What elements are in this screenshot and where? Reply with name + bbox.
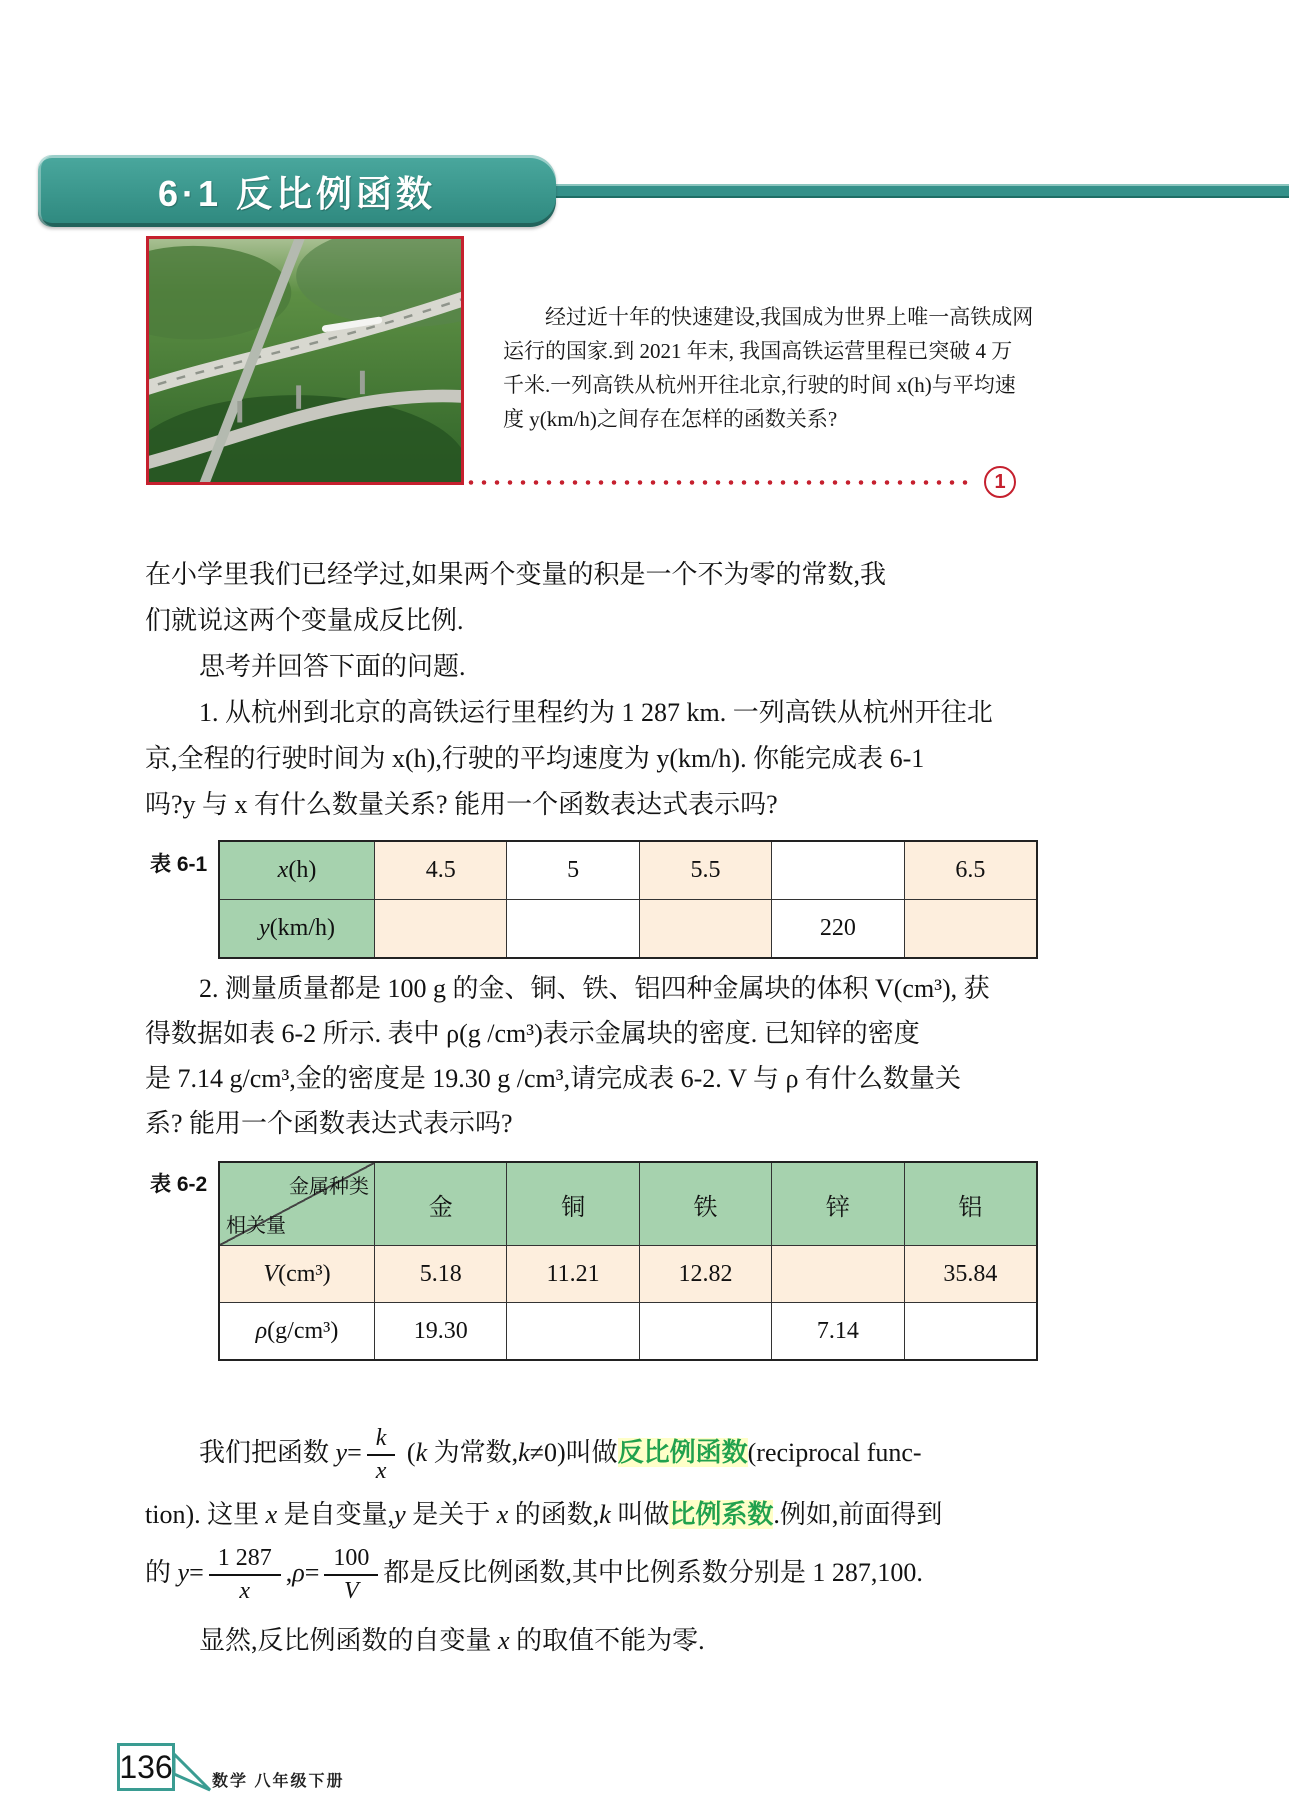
table-cell: 12.82	[640, 1246, 772, 1302]
row-header-y: y(km/h)	[220, 900, 375, 957]
body-line: 1. 从杭州到北京的高铁运行里程约为 1 287 km. 一列高铁从杭州开往北	[199, 698, 993, 727]
table-cell	[507, 1303, 639, 1359]
table-cell	[375, 900, 507, 957]
table-header-row	[220, 1163, 1036, 1245]
row-header-x: x(h)	[220, 842, 375, 899]
table-row	[220, 1302, 1036, 1359]
column-header: 锌	[772, 1163, 904, 1245]
dotted-leader	[468, 479, 973, 486]
section-banner	[38, 155, 556, 227]
table1-label: 表 6-1	[150, 853, 208, 876]
fraction-1287-over-x: $\frac{1 287}{x}$	[209, 1544, 281, 1606]
table-cell: 220	[772, 900, 904, 957]
table-cell: 5	[507, 842, 639, 899]
closing-line: 显然,反比例函数的自变量 x 的取值不能为零.	[199, 1626, 705, 1655]
table-cell	[905, 1303, 1036, 1359]
table-cell: 35.84	[905, 1246, 1036, 1302]
table-cell	[772, 1246, 904, 1302]
intro-line: 经过近十年的快速建设,我国成为世界上唯一高铁成网	[545, 305, 1034, 329]
table-6-2	[218, 1161, 1038, 1361]
corner-top-label: 金属种类	[289, 1176, 369, 1198]
term-proportionality-coefficient: 比例系数	[669, 1500, 774, 1529]
intro-line: 度 y(km/h)之间存在怎样的函数关系?	[503, 407, 838, 431]
column-header: 金	[375, 1163, 507, 1245]
column-header: 铁	[640, 1163, 772, 1245]
table-cell: 4.5	[375, 842, 507, 899]
callout-number-badge	[984, 466, 1016, 498]
body-line: 系? 能用一个函数表达式表示吗?	[145, 1109, 513, 1138]
row-header-rho: ρ(g/cm³)	[220, 1303, 375, 1359]
table-cell	[772, 842, 904, 899]
callout-number: 1	[994, 470, 1006, 493]
definition-line-1: 我们把函数 y= $\frac{k}{x}$ (k 为常数,k≠0)叫做反比例函数(reciprocal func-	[199, 1425, 922, 1484]
body-line: 得数据如表 6-2 所示. 表中 ρ(g /cm³)表示金属块的密度. 已知锌的密度	[145, 1019, 920, 1048]
row-header-V: V(cm³)	[220, 1246, 375, 1302]
book-title: 数学 八年级下册	[212, 1773, 345, 1790]
footer-flag-icon	[172, 1752, 214, 1799]
corner-bottom-label: 相关量	[226, 1215, 286, 1237]
body-line: 们就说这两个变量成反比例.	[145, 606, 464, 635]
body-text-block-1	[145, 552, 1050, 828]
table2-label: 表 6-2	[150, 1173, 208, 1196]
table-cell: 7.14	[772, 1303, 904, 1359]
body-line: 在小学里我们已经学过,如果两个变量的积是一个不为零的常数,我	[145, 560, 887, 589]
page-number-box	[117, 1743, 175, 1791]
table-cell: 5.5	[640, 842, 772, 899]
rail-photo-illustration	[149, 239, 461, 482]
table-cell: 5.18	[375, 1246, 507, 1302]
table-6-1	[218, 840, 1038, 959]
body-line: 思考并回答下面的问题.	[199, 652, 466, 681]
table-cell: 19.30	[375, 1303, 507, 1359]
table-cell: 11.21	[507, 1246, 639, 1302]
banner-rule	[500, 184, 1289, 198]
rail-photo	[146, 236, 464, 485]
table-row	[220, 842, 1036, 899]
body-line: 吗?y 与 x 有什么数量关系? 能用一个函数表达式表示吗?	[145, 790, 778, 819]
table-row	[220, 899, 1036, 957]
table-cell: 6.5	[905, 842, 1036, 899]
intro-line: 千米.一列高铁从杭州开往北京,行驶的时间 x(h)与平均速	[503, 373, 1016, 397]
fraction-k-over-x: $\frac{k}{x}$	[367, 1424, 396, 1486]
definition-line-3: 的 y= $\frac{1 287}{x}$ ,ρ= $\frac{100}{V}$ 都是反比例函数,其中比例系数分别是 1 287,100.	[145, 1545, 923, 1604]
body-line: 京,全程的行驶时间为 x(h),行驶的平均速度为 y(km/h). 你能完成表 6-1	[145, 744, 925, 773]
fraction-100-over-V: $\frac{100}{V}$	[324, 1544, 378, 1606]
intro-line: 运行的国家.到 2021 年末, 我国高铁运营里程已突破 4 万	[503, 339, 1013, 363]
term-reciprocal-function: 反比例函数	[617, 1437, 748, 1467]
corner-cell	[220, 1163, 375, 1245]
body-line: 是 7.14 g/cm³,金的密度是 19.30 g /cm³,请完成表 6-2. V 与 ρ 有什么数量关	[145, 1064, 962, 1093]
page-number: 136	[119, 1748, 173, 1785]
table-cell	[640, 900, 772, 957]
table-cell	[905, 900, 1036, 957]
body-line: 2. 测量质量都是 100 g 的金、铜、铁、铝四种金属块的体积 V(cm³), 获	[199, 974, 990, 1003]
definition-line-2: tion). 这里 x 是自变量,y 是关于 x 的函数,k 叫做比例系数.例如,前面得到	[145, 1500, 943, 1529]
column-header: 铜	[507, 1163, 639, 1245]
table-cell	[640, 1303, 772, 1359]
section-title: 6·1 反比例函数	[157, 172, 437, 214]
column-header: 铝	[905, 1163, 1036, 1245]
intro-paragraph	[503, 300, 1034, 436]
table-cell	[507, 900, 639, 957]
table-row	[220, 1245, 1036, 1302]
body-text-block-2	[145, 966, 1050, 1146]
